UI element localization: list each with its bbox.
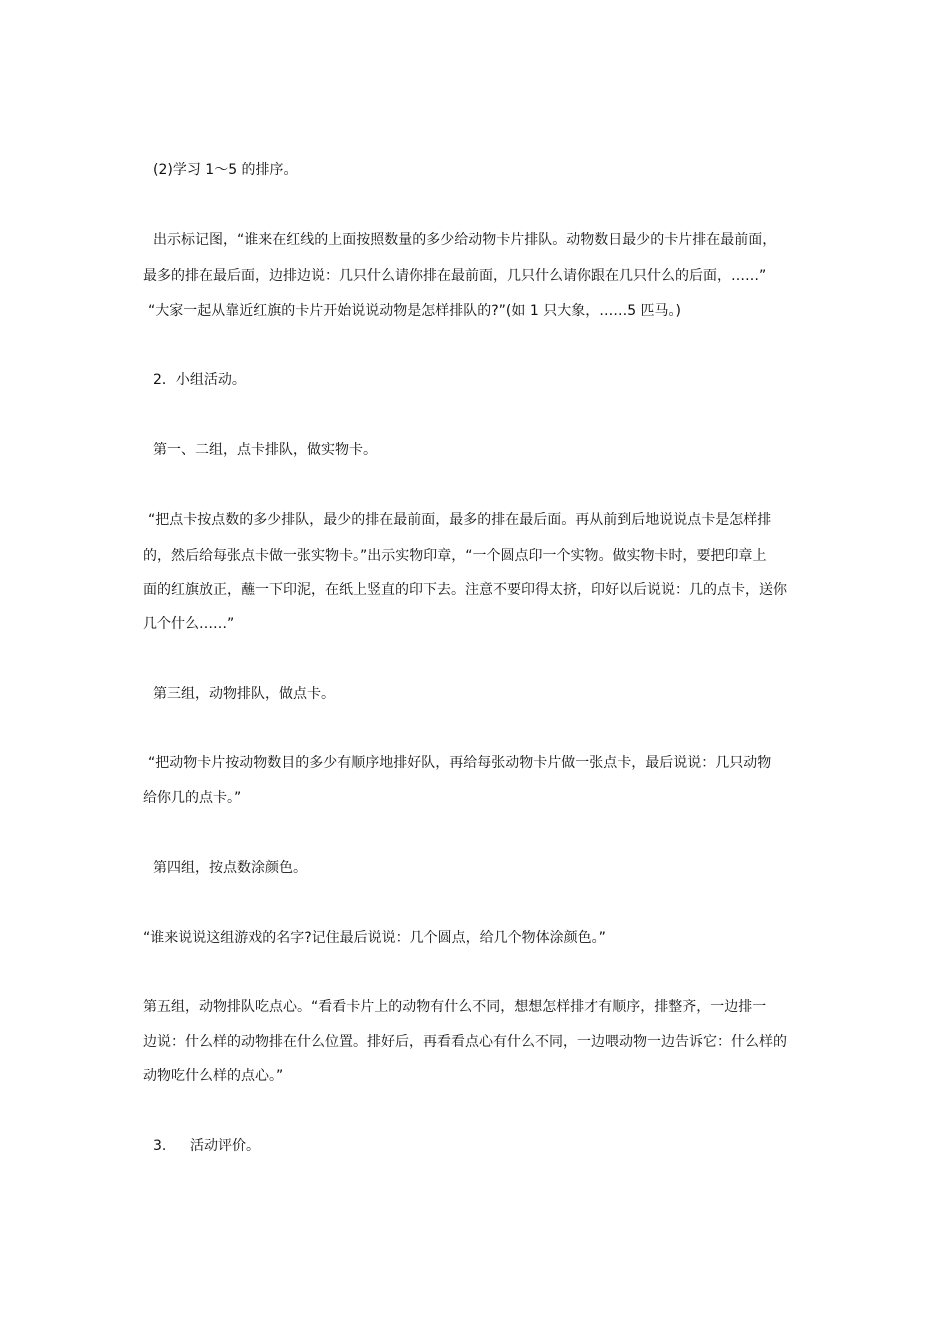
paragraph-line: “大家一起从靠近红旗的卡片开始说说动物是怎样排队的?”(如 1 只大象，……5 匹马。) [148, 303, 682, 319]
paragraph-line: “把动物卡片按动物数目的多少有顺序地排好队，再给每张动物卡片做一张点卡，最后说说：几只动物 [148, 755, 772, 771]
paragraph-line: “把点卡按点数的多少排队，最少的排在最前面，最多的排在最后面。再从前到后地说说点卡是怎样排 [148, 512, 772, 528]
paragraph-line: “谁来说说这组游戏的名字?记住最后说说：几个圆点，给几个物体涂颜色。” [143, 930, 606, 946]
step-heading-sorting: (2)学习 1～5 的排序。 [153, 162, 298, 178]
paragraph-line: 面的红旗放正，蘸一下印泥，在纸上竖直的印下去。注意不要印得太挤，印好以后说说：几的点卡，送你 [143, 582, 787, 598]
paragraph-line: 出示标记图，“谁来在红线的上面按照数量的多少给动物卡片排队。动物数日最少的卡片排在最前面， [153, 232, 777, 248]
section-heading-evaluation: 活动评价。 [190, 1138, 260, 1154]
section-heading-group-activity: 2．小组活动。 [153, 372, 246, 388]
paragraph-line: 的，然后给每张点卡做一张实物卡。”出示实物印章，“一个圆点印一个实物。做实物卡时，要把印章上 [143, 548, 767, 564]
paragraph-line: 边说：什么样的动物排在什么位置。排好后，再看看点心有什么不同，一边喂动物一边告诉它：什么样的 [143, 1034, 787, 1050]
paragraph-line: 第五组，动物排队吃点心。“看看卡片上的动物有什么不同，想想怎样排才有顺序，排整齐，一边排一 [143, 999, 767, 1015]
paragraph-line: 给你几的点卡。” [143, 790, 242, 806]
group-heading: 第四组，按点数涂颜色。 [153, 860, 307, 876]
paragraph-line: 最多的排在最后面，边排边说：几只什么请你排在最前面，几只什么请你跟在几只什么的后面，……” [143, 268, 767, 284]
group-heading: 第一、二组，点卡排队，做实物卡。 [153, 442, 377, 458]
paragraph-line: 动物吃什么样的点心。” [143, 1068, 284, 1084]
paragraph-line: 几个什么……” [143, 616, 235, 632]
group-heading: 第三组，动物排队，做点卡。 [153, 686, 335, 702]
section-number: 3. [153, 1138, 167, 1154]
